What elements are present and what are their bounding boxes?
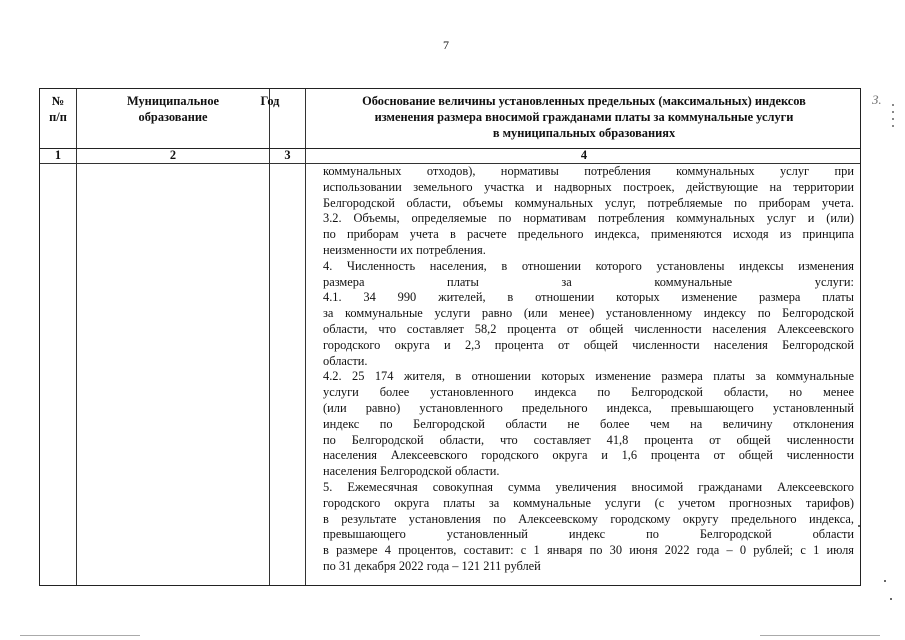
header-text-line: Год: [260, 94, 280, 108]
text-line: в размере 4 процентов, составит: с 1 января по 30 июня 2022 года – 0 рублей; с 1 июля: [323, 543, 854, 558]
header-text-line: Муниципальное: [126, 94, 220, 108]
text-line: по 31 декабря 2022 года – 121 211 рублей: [323, 558, 541, 573]
column-number-4: 4: [580, 148, 588, 162]
text-line: неизменности их потребления.: [323, 242, 486, 257]
column-number-2: 2: [169, 148, 177, 162]
text-line: 3.2. Объемы, определяемые по нормативам потребления коммунальных услуг и (или): [323, 211, 854, 226]
text-line: населения Алексеевского городского округа и 1,6 процента от общей численности: [323, 448, 854, 463]
text-line: Белгородской области, объемы коммунальных услуг, потребляемые по приборам учета.: [323, 195, 854, 210]
scan-speck: [884, 580, 886, 582]
column-number-1: 1: [54, 148, 62, 162]
text-line: использовании земельного участка и надворных построек, действующие на территории: [323, 179, 854, 194]
header-text-line: образование: [138, 110, 208, 124]
justification-body-text: [323, 164, 854, 575]
page-bottom-line: [20, 635, 140, 636]
text-line: за коммунальные услуги равно (или менее) установленному индексу по Белгородской: [323, 306, 854, 321]
text-line: 4.1. 34 990 жителей, в отношении которых изменение размера платы: [323, 290, 854, 305]
text-line: 4. Численность населения, в отношении которого установлены индексы изменения: [323, 258, 854, 273]
page-number: 7: [443, 38, 449, 52]
margin-scan-dots: [892, 100, 896, 135]
page-bottom-line: [760, 635, 880, 636]
text-line: 5. Ежемесячная совокупная сумма увеличения вносимой гражданами Алексеевского: [323, 479, 854, 494]
text-line: (или равно) установленного предельного индекса, превышающего установленный: [323, 400, 854, 415]
text-line: размера платы за коммунальные услуги:: [323, 274, 854, 289]
header-text-line: Обоснование величины установленных предельных (максимальных) индексов: [362, 94, 806, 108]
text-line: в результате установления по Алексеевскому городскому округу предельного индекса,: [323, 511, 854, 526]
header-text-line: в муниципальных образованиях: [492, 126, 676, 140]
text-line: индекс по Белгородской области не более чем на величину отклонения: [323, 416, 854, 431]
scan-speck: [890, 598, 892, 600]
header-cell-number: [40, 93, 76, 125]
header-text-line: №: [51, 94, 65, 108]
margin-handwritten-mark: З.: [872, 92, 882, 107]
text-line: городского округа платы за коммунальные услуги (с учетом прогнозных тарифов): [323, 495, 854, 510]
header-text-line: п/п: [49, 110, 67, 124]
text-line: области, что составляет 58,2 процента от общей численности населения Алексеевского: [323, 321, 854, 336]
text-line: услуги более установленного индекса по Белгородской области, но менее: [323, 385, 854, 400]
column-number-3: 3: [284, 148, 291, 162]
text-line: населения Белгородской области.: [323, 464, 500, 479]
text-line: по приборам учета в расчете предельного индекса, применяются исходя из принципа: [323, 227, 854, 242]
text-line: коммунальных отходов), нормативы потребления коммунальных услуг при: [323, 164, 854, 178]
text-line: области.: [323, 353, 368, 368]
text-line: превышающего установленный индекс по Белгородской области: [323, 527, 854, 542]
text-line: по Белгородской области, что составляет 41,8 процента от общей численности: [323, 432, 854, 447]
header-text-line: изменения размера вносимой гражданами платы за коммунальные услуги: [374, 110, 794, 124]
header-cell-justification: [306, 93, 862, 141]
header-cell-year: [240, 93, 300, 109]
text-line: городского округа и 2,3 процента от общей численности населения Белгородской: [323, 337, 854, 352]
justification-table: [39, 88, 861, 586]
text-line: 4.2. 25 174 жителя, в отношении которых изменение размера платы за коммунальные: [323, 369, 854, 384]
